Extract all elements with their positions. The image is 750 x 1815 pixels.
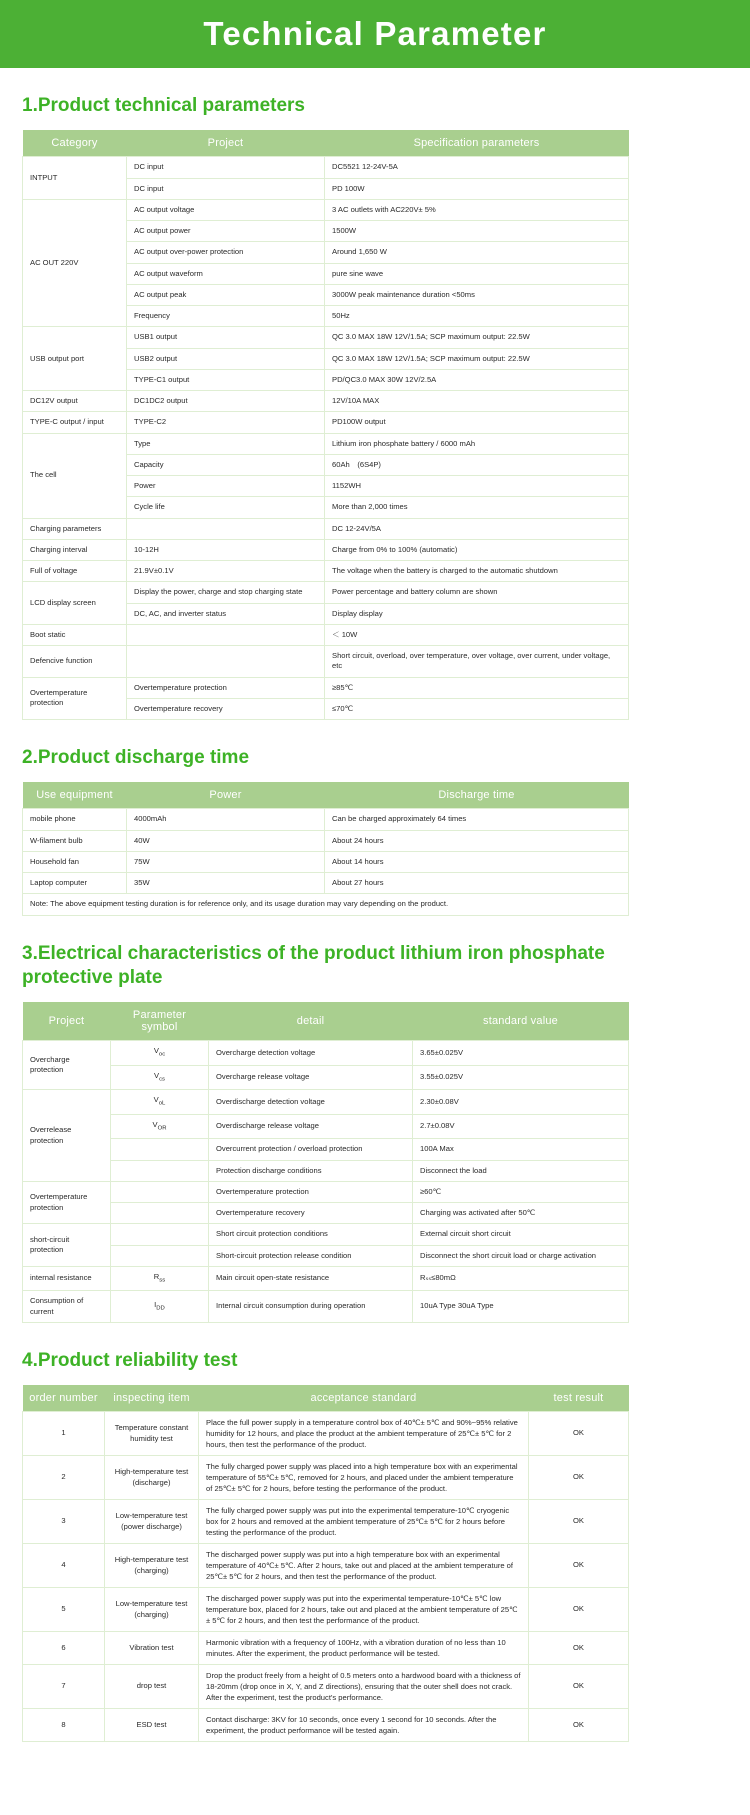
column-header-parameter-symbol: Parameter symbol <box>111 1002 209 1041</box>
cell-use-equipment: W-filament bulb <box>23 830 127 851</box>
cell-category: Defencive function <box>23 646 127 678</box>
cell-category: internal resistance <box>23 1266 111 1291</box>
cell-parameter-symbol <box>111 1139 209 1160</box>
cell-project: USB2 output <box>127 348 325 369</box>
reliability-test-body <box>23 1412 629 1742</box>
table-row <box>23 809 629 830</box>
table-row <box>23 199 629 220</box>
section-2-table-wrapper <box>0 782 750 915</box>
section-4-heading: 4.Product reliability test <box>22 1349 238 1371</box>
table-header-row <box>23 1385 629 1412</box>
cell-project: Frequency <box>127 306 325 327</box>
cell-parameter-symbol: $V_{oc}$ <box>111 1041 209 1066</box>
column-header-order-number: order number <box>23 1385 105 1412</box>
table-row <box>23 1632 629 1665</box>
technical-parameters-body <box>23 157 629 720</box>
cell-detail: Overdischarge detection voltage <box>209 1090 413 1115</box>
table-row <box>23 830 629 851</box>
cell-use-equipment: Laptop computer <box>23 873 127 894</box>
cell-specification: 3000W peak maintenance duration <50ms <box>325 284 629 305</box>
cell-inspecting-item: High-temperature test (discharge) <box>105 1456 199 1500</box>
cell-test-result: OK <box>529 1500 629 1544</box>
table-row <box>23 1041 629 1066</box>
cell-inspecting-item: High-temperature test (charging) <box>105 1544 199 1588</box>
column-header-discharge-time: Discharge time <box>325 782 629 809</box>
parameter-symbol-subscript: ss <box>159 1277 166 1284</box>
column-header-project: Project <box>127 130 325 157</box>
cell-project: Overtemperature protection <box>127 677 325 698</box>
cell-discharge-time: Can be charged approximately 64 times <box>325 809 629 830</box>
cell-specification: ＜ 10W <box>325 624 629 645</box>
parameter-symbol-subscript: DD <box>156 1305 165 1312</box>
cell-acceptance-standard: Contact discharge: 3KV for 10 seconds, once every 1 second for 10 seconds. After the experiment, the product performance will be tested again. <box>199 1709 529 1742</box>
cell-parameter-symbol: $I_{DD}$ <box>111 1291 209 1323</box>
cell-category: Overtemperature protection <box>23 677 127 720</box>
table-row <box>23 1114 629 1139</box>
cell-detail: Overdischarge release voltage <box>209 1114 413 1139</box>
table-row <box>23 1203 629 1224</box>
table-row <box>23 433 629 454</box>
table-row <box>23 646 629 678</box>
cell-acceptance-standard: The fully charged power supply was placed into a high temperature box with an experimental temperature of 55℃± 5℃, removed for 2 hours, and placed under the ambient temperature of 25℃± 5℃ for 2 hours, before testing the performance of the product. <box>199 1456 529 1500</box>
cell-order-number: 6 <box>23 1632 105 1665</box>
table-row <box>23 327 629 348</box>
cell-power: 40W <box>127 830 325 851</box>
cell-acceptance-standard: Drop the product freely from a height of 0.5 meters onto a hardwood board with a thickness of 18-20mm (drop once in X, Y, and Z directions), ensuring that the outer shell does not crack. After the experiment, test the product's performance. <box>199 1665 529 1709</box>
table-row <box>23 851 629 872</box>
cell-specification: PD100W output <box>325 412 629 433</box>
cell-order-number: 3 <box>23 1500 105 1544</box>
table-header-row <box>23 1002 629 1041</box>
discharge-time-body <box>23 809 629 915</box>
cell-standard-value: 2.7±0.08V <box>413 1114 629 1139</box>
cell-specification: ≥85℃ <box>325 677 629 698</box>
parameter-symbol-subscript: oL <box>158 1100 166 1107</box>
cell-project <box>127 518 325 539</box>
cell-project: AC output power <box>127 221 325 242</box>
cell-acceptance-standard: Place the full power supply in a temperature control box of 40℃± 5℃ and 90%~95% relative humidity for 12 hours, and place the product at the ambient temperature of 25℃± 5℃ for 2 hours, then test the performance of the product. <box>199 1412 529 1456</box>
discharge-note: Note: The above equipment testing duration is for reference only, and its usage duration may vary depending on the product. <box>23 894 629 915</box>
cell-detail: Overtemperature protection <box>209 1181 413 1202</box>
cell-project: Cycle life <box>127 497 325 518</box>
parameter-symbol-subscript: oc <box>158 1051 166 1058</box>
cell-power: 35W <box>127 873 325 894</box>
table-row <box>23 561 629 582</box>
cell-test-result: OK <box>529 1588 629 1632</box>
table-row <box>23 539 629 560</box>
table-row <box>23 1500 629 1544</box>
cell-specification: 3 AC outlets with AC220V± 5% <box>325 199 629 220</box>
table-row <box>23 1456 629 1500</box>
cell-test-result: OK <box>529 1544 629 1588</box>
cell-standard-value: 10uA Type 30uA Type <box>413 1291 629 1323</box>
cell-standard-value: ≥60℃ <box>413 1181 629 1202</box>
cell-category: LCD display screen <box>23 582 127 625</box>
cell-specification: Display display <box>325 603 629 624</box>
cell-power: 4000mAh <box>127 809 325 830</box>
cell-category: TYPE-C output / input <box>23 412 127 433</box>
parameter-symbol-subscript: OR <box>157 1125 167 1132</box>
cell-project: DC input <box>127 157 325 178</box>
cell-category: Charging parameters <box>23 518 127 539</box>
cell-specification: PD/QC3.0 MAX 30W 12V/2.5A <box>325 369 629 390</box>
cell-specification: Around 1,650 W <box>325 242 629 263</box>
column-header-category: Category <box>23 130 127 157</box>
cell-order-number: 1 <box>23 1412 105 1456</box>
table-note-row <box>23 894 629 915</box>
cell-detail: Overcurrent protection / overload protection <box>209 1139 413 1160</box>
table-row <box>23 1588 629 1632</box>
cell-project: Power <box>127 476 325 497</box>
cell-parameter-symbol: $V_{oL}$ <box>111 1090 209 1115</box>
column-header-detail: detail <box>209 1002 413 1041</box>
cell-category: The cell <box>23 433 127 518</box>
cell-inspecting-item: Low-temperature test (power discharge) <box>105 1500 199 1544</box>
cell-project: Type <box>127 433 325 454</box>
cell-category: INTPUT <box>23 157 127 200</box>
cell-category: short-circuit protection <box>23 1224 111 1267</box>
column-header-power: Power <box>127 782 325 809</box>
section-1-heading: 1.Product technical parameters <box>22 95 305 116</box>
cell-standard-value: 3.65±0.025V <box>413 1041 629 1066</box>
cell-inspecting-item: ESD test <box>105 1709 199 1742</box>
table-row <box>23 1245 629 1266</box>
table-row <box>23 1266 629 1291</box>
electrical-characteristics-body <box>23 1041 629 1323</box>
column-header-test-result: test result <box>529 1385 629 1412</box>
table-row <box>23 1065 629 1090</box>
cell-specification: 50Hz <box>325 306 629 327</box>
table-row <box>23 1160 629 1181</box>
cell-test-result: OK <box>529 1456 629 1500</box>
discharge-time-table <box>22 782 629 915</box>
table-row <box>23 391 629 412</box>
cell-standard-value: External circuit short circuit <box>413 1224 629 1245</box>
cell-specification: PD 100W <box>325 178 629 199</box>
cell-project: AC output voltage <box>127 199 325 220</box>
column-header-standard-value: standard value <box>413 1002 629 1041</box>
cell-specification: Lithium iron phosphate battery / 6000 mAh <box>325 433 629 454</box>
cell-order-number: 5 <box>23 1588 105 1632</box>
cell-standard-value: 3.55±0.025V <box>413 1065 629 1090</box>
cell-project: Overtemperature recovery <box>127 698 325 719</box>
cell-specification: 1500W <box>325 221 629 242</box>
cell-order-number: 7 <box>23 1665 105 1709</box>
cell-inspecting-item: Low-temperature test (charging) <box>105 1588 199 1632</box>
cell-detail: Short circuit protection conditions <box>209 1224 413 1245</box>
cell-standard-value: Disconnect the load <box>413 1160 629 1181</box>
cell-specification: DC5521 12-24V-5A <box>325 157 629 178</box>
table-row <box>23 1090 629 1115</box>
cell-project: Capacity <box>127 454 325 475</box>
cell-inspecting-item: drop test <box>105 1665 199 1709</box>
table-header-row <box>23 782 629 809</box>
cell-category: Charging interval <box>23 539 127 560</box>
table-row <box>23 582 629 603</box>
cell-category: Overcharge protection <box>23 1041 111 1090</box>
table-row <box>23 1181 629 1202</box>
cell-specification: The voltage when the battery is charged to the automatic shutdown <box>325 561 629 582</box>
cell-order-number: 8 <box>23 1709 105 1742</box>
cell-parameter-symbol: $V_{cs}$ <box>111 1065 209 1090</box>
cell-project: TYPE-C1 output <box>127 369 325 390</box>
electrical-characteristics-table <box>22 1002 629 1323</box>
table-row <box>23 1412 629 1456</box>
cell-parameter-symbol: $V_{OR}$ <box>111 1114 209 1139</box>
cell-detail: Overcharge detection voltage <box>209 1041 413 1066</box>
column-header-use-equipment: Use equipment <box>23 782 127 809</box>
cell-project: AC output waveform <box>127 263 325 284</box>
cell-category: Full of voltage <box>23 561 127 582</box>
section-3-heading: 3.Electrical characteristics of the product lithium iron phosphate protective plate <box>22 942 605 988</box>
cell-standard-value: Disconnect the short circuit load or charge activation <box>413 1245 629 1266</box>
page-banner <box>0 0 750 68</box>
cell-parameter-symbol: $R_{ss}$ <box>111 1266 209 1291</box>
cell-test-result: OK <box>529 1632 629 1665</box>
table-row <box>23 1709 629 1742</box>
cell-inspecting-item: Vibration test <box>105 1632 199 1665</box>
column-header-project: Project <box>23 1002 111 1041</box>
cell-specification: QC 3.0 MAX 18W 12V/1.5A; SCP maximum output: 22.5W <box>325 348 629 369</box>
cell-detail: Internal circuit consumption during operation <box>209 1291 413 1323</box>
table-row <box>23 624 629 645</box>
column-header-inspecting-item: inspecting item <box>105 1385 199 1412</box>
cell-use-equipment: Household fan <box>23 851 127 872</box>
technical-parameters-table <box>22 130 629 720</box>
cell-order-number: 4 <box>23 1544 105 1588</box>
cell-specification: Power percentage and battery column are shown <box>325 582 629 603</box>
section-3-table-wrapper <box>0 1002 750 1323</box>
cell-project: DC input <box>127 178 325 199</box>
cell-category: Overrelease protection <box>23 1090 111 1182</box>
table-row <box>23 1665 629 1709</box>
cell-parameter-symbol <box>111 1203 209 1224</box>
cell-category: Overtemperature protection <box>23 1181 111 1224</box>
cell-standard-value: 2.30±0.08V <box>413 1090 629 1115</box>
cell-detail: Main circuit open-state resistance <box>209 1266 413 1291</box>
cell-parameter-symbol <box>111 1160 209 1181</box>
cell-category: DC12V output <box>23 391 127 412</box>
cell-power: 75W <box>127 851 325 872</box>
table-row <box>23 1291 629 1323</box>
reliability-test-table <box>22 1385 629 1742</box>
cell-project: TYPE-C2 <box>127 412 325 433</box>
cell-project <box>127 624 325 645</box>
table-row <box>23 157 629 178</box>
cell-use-equipment: mobile phone <box>23 809 127 830</box>
cell-acceptance-standard: The discharged power supply was put into the experimental temperature-10℃± 5℃ low temperature box, placed for 2 hours, take out and placed at the ambient temperature of 25℃± 5℃ for 2 hours, and then test the performance of the product. <box>199 1588 529 1632</box>
cell-detail: Protection discharge conditions <box>209 1160 413 1181</box>
cell-order-number: 2 <box>23 1456 105 1500</box>
cell-specification: 1152WH <box>325 476 629 497</box>
cell-standard-value: 100A Max <box>413 1139 629 1160</box>
cell-project: 10-12H <box>127 539 325 560</box>
cell-standard-value: Charging was activated after 50℃ <box>413 1203 629 1224</box>
cell-specification: pure sine wave <box>325 263 629 284</box>
cell-project <box>127 646 325 678</box>
cell-category: Consumption of current <box>23 1291 111 1323</box>
cell-parameter-symbol <box>111 1224 209 1245</box>
cell-specification: Charge from 0% to 100% (automatic) <box>325 539 629 560</box>
cell-test-result: OK <box>529 1665 629 1709</box>
cell-specification: QC 3.0 MAX 18W 12V/1.5A; SCP maximum output: 22.5W <box>325 327 629 348</box>
cell-category: Boot static <box>23 624 127 645</box>
cell-project: USB1 output <box>127 327 325 348</box>
cell-test-result: OK <box>529 1709 629 1742</box>
table-row <box>23 1544 629 1588</box>
page-title: Technical Parameter <box>203 15 547 52</box>
section-2-heading: 2.Product discharge time <box>22 747 250 769</box>
cell-specification: Short circuit, overload, over temperature, over voltage, over current, under voltage, etc <box>325 646 629 678</box>
cell-discharge-time: About 27 hours <box>325 873 629 894</box>
cell-project: Display the power, charge and stop charging state <box>127 582 325 603</box>
cell-test-result: OK <box>529 1412 629 1456</box>
cell-acceptance-standard: The discharged power supply was put into a high temperature box with an experimental temperature of 40℃± 5℃. After 2 hours, take out and placed at the ambient temperature of 25℃± 5℃ for 2 hours, and then test the performance of the product. <box>199 1544 529 1588</box>
column-header-specification: Specification parameters <box>325 130 629 157</box>
cell-category: USB output port <box>23 327 127 391</box>
section-4-table-wrapper <box>0 1385 750 1742</box>
cell-specification: DC 12-24V/5A <box>325 518 629 539</box>
cell-acceptance-standard: The fully charged power supply was put into the experimental temperature-10℃ cryogenic box for 2 hours and removed at the ambient temperature of 25℃± 5℃ for 2 hours before testing the performance of the product. <box>199 1500 529 1544</box>
table-header-row <box>23 130 629 157</box>
cell-project: AC output over-power protection <box>127 242 325 263</box>
cell-specification: More than 2,000 times <box>325 497 629 518</box>
page-bottom-spacer <box>0 1742 750 1768</box>
parameter-symbol-subscript: cs <box>159 1076 165 1083</box>
cell-project: AC output peak <box>127 284 325 305</box>
cell-discharge-time: About 24 hours <box>325 830 629 851</box>
cell-detail: Overtemperature recovery <box>209 1203 413 1224</box>
table-row <box>23 1224 629 1245</box>
cell-project: 21.9V±0.1V <box>127 561 325 582</box>
cell-category: AC OUT 220V <box>23 199 127 327</box>
cell-inspecting-item: Temperature constant humidity test <box>105 1412 199 1456</box>
table-row <box>23 518 629 539</box>
cell-standard-value: Rₛₛ≤80mΩ <box>413 1266 629 1291</box>
cell-specification: 60Ah (6S4P) <box>325 454 629 475</box>
cell-parameter-symbol <box>111 1181 209 1202</box>
section-1-table-wrapper <box>0 130 750 720</box>
table-row <box>23 873 629 894</box>
cell-project: DC, AC, and inverter status <box>127 603 325 624</box>
cell-specification: ≤70℃ <box>325 698 629 719</box>
cell-detail: Overcharge release voltage <box>209 1065 413 1090</box>
cell-project: DC1DC2 output <box>127 391 325 412</box>
table-row <box>23 677 629 698</box>
cell-detail: Short-circuit protection release condition <box>209 1245 413 1266</box>
table-row <box>23 1139 629 1160</box>
table-row <box>23 412 629 433</box>
column-header-acceptance-standard: acceptance standard <box>199 1385 529 1412</box>
cell-parameter-symbol <box>111 1245 209 1266</box>
cell-specification: 12V/10A MAX <box>325 391 629 412</box>
cell-acceptance-standard: Harmonic vibration with a frequency of 100Hz, with a vibration duration of no less than 10 minutes. After the experiment, the product performance will be tested. <box>199 1632 529 1665</box>
cell-discharge-time: About 14 hours <box>325 851 629 872</box>
